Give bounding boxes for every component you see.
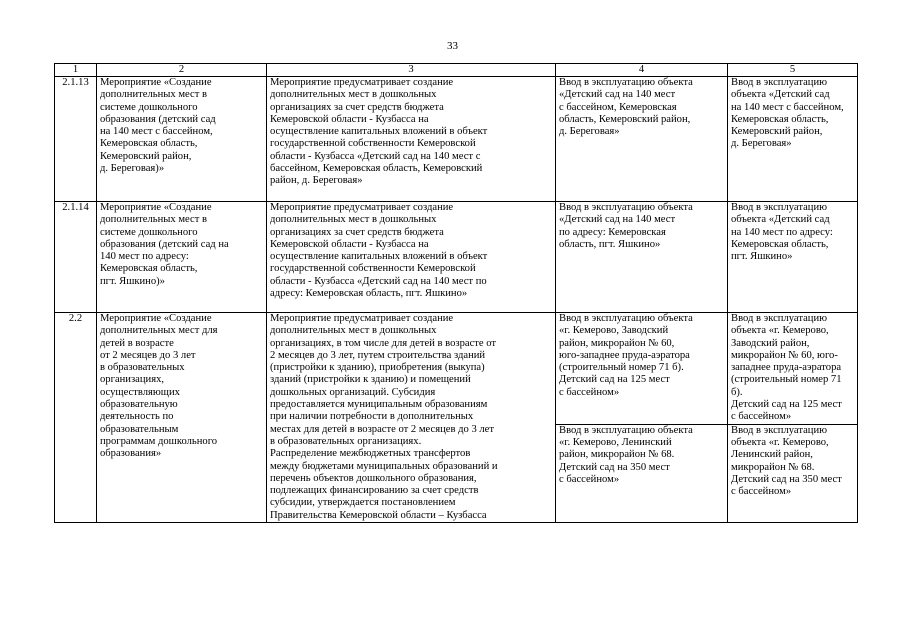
table-row [55,313,858,425]
page-number: 33 [447,40,458,52]
event-name: Мероприятие «Создание дополнительных мест для детей в возрасте от 2 месяцев до 3 лет в образовательных организациях, осуществляющих образовательную деятельность по образовательным программам дошкольного образования» [97,313,267,523]
indicator: Ввод в эксплуатацию объекта «г. Кемерово, Ленинский район, микрорайон № 68. Детский сад на 350 мест с бассейном» [556,424,728,522]
column-header: 3 [267,64,556,77]
column-header: 4 [556,64,728,77]
column-header: 2 [97,64,267,77]
column-header: 1 [55,64,97,77]
event-description: Мероприятие предусматривает создание дополнительных мест в дошкольных организациях за счет средств бюджета Кемеровской области - Кузбасса на осуществление капитальных вложений в объект государственной собственности Кемеровской области - Кузбасса «Детский сад на 140 мест с бассейном, Кемеровская область, Кемеровский район, д. Береговая» [267,77,556,202]
event-name: Мероприятие «Создание дополнительных мест в системе дошкольного образования (детский сад на 140 мест по адресу: Кемеровская область, пгт. Яшкино)» [97,202,267,313]
indicator: Ввод в эксплуатацию объекта «г. Кемерово, Заводский район, микрорайон № 60, юго-западнее пруда-аэратора (строительный номер 71 б). Детский сад на 125 мест с бассейном» [556,313,728,425]
table-row [55,77,858,202]
column-header: 5 [728,64,858,77]
indicator: Ввод в эксплуатацию объекта «Детский сад на 140 мест с бассейном, Кемеровская область, Кемеровский район, д. Береговая» [556,77,728,202]
result: Ввод в эксплуатацию объекта «Детский сад на 140 мест по адресу: Кемеровская область, пгт. Яшкино» [728,202,858,313]
indicator: Ввод в эксплуатацию объекта «Детский сад на 140 мест по адресу: Кемеровская область, пгт. Яшкино» [556,202,728,313]
result: Ввод в эксплуатацию объекта «г. Кемерово, Ленинский район, микрорайон № 68. Детский сад на 350 мест с бассейном» [728,424,858,522]
result: Ввод в эксплуатацию объекта «г. Кемерово, Заводский район, микрорайон № 60, юго- западнее пруда-аэратора (строительный номер 71 б). Детский сад на 125 мест с бассейном» [728,313,858,425]
header-row [55,64,858,77]
event-description: Мероприятие предусматривает создание дополнительных мест в дошкольных организациях, в том числе для детей в возрасте от 2 месяцев до 3 лет, путем строительства зданий (пристройки к зданию), приобретения (выкупа) зданий (пристройки к зданию) и помещений дошкольных организаций. Субсидия предоставляется муниципальным образованиям при наличии потребности в дополнительных местах для детей в возрасте от 2 месяцев до 3 лет в образовательных организациях. Распределение межбюджетных трансфертов между бюджетами муниципальных образований и перечень объектов дошкольного образования, подлежащих финансированию за счет средств субсидии, утверждается постановлением Правительства Кемеровской области – Кузбасса [267,313,556,523]
activities-table [54,63,858,523]
result: Ввод в эксплуатацию объекта «Детский сад на 140 мест с бассейном, Кемеровская область, Кемеровский район, д. Береговая» [728,77,858,202]
table-row [55,202,858,313]
event-name: Мероприятие «Создание дополнительных мест в системе дошкольного образования (детский сад на 140 мест с бассейном, Кемеровская область, Кемеровский район, д. Береговая)» [97,77,267,202]
row-number: 2.2 [55,313,97,523]
event-description: Мероприятие предусматривает создание дополнительных мест в дошкольных организациях за счет средств бюджета Кемеровской области - Кузбасса на осуществление капитальных вложений в объект государственной собственности Кемеровской области - Кузбасса «Детский сад на 140 мест по адресу: Кемеровская область, пгт. Яшкино» [267,202,556,313]
row-number: 2.1.13 [55,77,97,202]
row-number: 2.1.14 [55,202,97,313]
